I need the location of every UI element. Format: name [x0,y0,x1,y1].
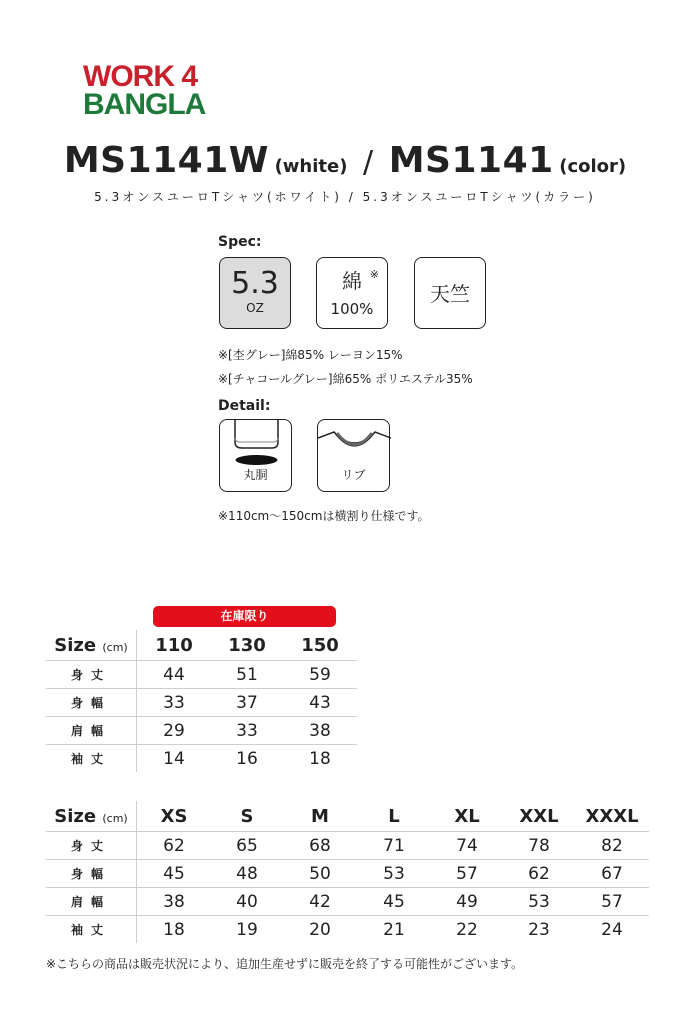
table-header-row [46,801,649,832]
size-col-xxl: XXL [503,801,575,832]
size-col-xxxl: XXXL [575,801,649,832]
adult-size-table [46,801,649,943]
size-col-xs: XS [137,801,212,832]
table-cell: 33 [211,717,283,745]
product-tag-color: (color) [559,156,627,177]
table-cell: 20 [309,919,331,940]
table-cell: 38 [137,888,212,916]
table-cell: 53 [357,860,431,888]
spec-material-box [316,257,388,329]
detail-note: ※110cm〜150cmは横割り仕様です。 [218,509,430,523]
size-col-m: M [283,801,357,832]
spec-fabric-box [414,257,486,329]
spec-note-2: ※[チャコールグレー]綿65% ポリエステル35% [218,372,473,386]
row-label: 肩幅 [46,717,137,745]
table-cell: 33 [137,689,212,717]
table-cell: 62 [137,832,212,860]
product-code-color: MS1141 [388,140,554,181]
table-cell: 23 [528,919,550,940]
table-cell: 49 [431,888,503,916]
size-col-s: S [211,801,283,832]
size-header: Size (cm) [46,630,137,661]
size-col-150: 150 [283,630,357,661]
size-header: Size (cm) [46,801,137,832]
row-label: 身丈 [46,661,137,689]
table-cell: 19 [236,919,258,940]
size-col-110: 110 [137,630,212,661]
table-cell: 57 [431,860,503,888]
table-cell: 18 [309,748,331,769]
table-cell: 57 [575,888,649,916]
spec-weight-box [219,257,291,329]
table-cell: 45 [357,888,431,916]
kids-size-table [46,630,357,772]
product-code-white: MS1141W [63,140,269,181]
footnote: ※こちらの商品は販売状況により、追加生産せずに販売を終了する可能性がございます。 [46,957,524,971]
table-cell: 51 [211,661,283,689]
row-label: 身幅 [46,689,137,717]
table-cell: 22 [456,919,478,940]
product-subtitle: 5.3オンスユーロTシャツ(ホワイト) / 5.3オンスユーロTシャツ(カラー) [94,190,596,204]
table-cell: 42 [283,888,357,916]
table-cell: 68 [283,832,357,860]
table-row [46,916,649,944]
table-cell: 43 [283,689,357,717]
product-title [0,140,690,181]
table-row [46,689,357,717]
table-cell: 50 [283,860,357,888]
table-cell: 82 [575,832,649,860]
detail-caption-tubular: 丸胴 [243,468,268,482]
row-label: 身丈 [46,832,137,860]
table-cell: 21 [383,919,405,940]
detail-tubular-box [219,419,292,492]
row-label: 身幅 [46,860,137,888]
table-cell: 29 [137,717,212,745]
spec-material-percent: 100% [330,300,374,318]
table-cell: 18 [163,919,185,940]
size-col-130: 130 [211,630,283,661]
table-cell: 45 [137,860,212,888]
table-row [46,888,649,916]
table-cell: 37 [211,689,283,717]
detail-caption-rib: リブ [341,468,366,482]
table-cell: 48 [211,860,283,888]
detail-rib-box [317,419,390,492]
table-row [46,832,649,860]
table-cell: 53 [503,888,575,916]
table-cell: 44 [137,661,212,689]
spec-material: 綿 [342,269,362,293]
table-cell: 67 [575,860,649,888]
spec-label: Spec: [218,234,262,250]
brand-logo-line2: BANGLA [83,88,206,121]
spec-material-mark: ※ [369,268,379,281]
table-header-row [46,630,357,661]
detail-label: Detail: [218,398,271,414]
table-cell: 62 [503,860,575,888]
table-row [46,661,357,689]
brand-logo-line1: WORK 4 [83,60,197,93]
row-label: 肩幅 [46,888,137,916]
product-tag-white: (white) [274,156,348,177]
table-cell: 59 [283,661,357,689]
table-cell: 14 [163,748,185,769]
row-label: 袖丈 [46,916,137,944]
table-cell: 24 [601,919,623,940]
spec-weight-unit: OZ [246,301,264,315]
tubular-body-icon [220,420,293,470]
title-slash: / [363,145,374,180]
table-cell: 65 [211,832,283,860]
table-row [46,860,649,888]
table-cell: 78 [503,832,575,860]
size-col-l: L [357,801,431,832]
spec-weight-value: 5.3 [231,266,279,301]
table-cell: 40 [211,888,283,916]
spec-note-1: ※[杢グレー]綿85% レーヨン15% [218,348,403,362]
table-cell: 16 [236,748,258,769]
row-label: 袖丈 [46,745,137,773]
table-cell: 38 [283,717,357,745]
table-row [46,717,357,745]
limited-stock-banner: 在庫限り [153,606,336,627]
spec-fabric: 天竺 [430,282,470,306]
rib-collar-icon [318,420,391,470]
table-cell: 74 [431,832,503,860]
table-row [46,745,357,773]
size-col-xl: XL [431,801,503,832]
table-cell: 71 [357,832,431,860]
